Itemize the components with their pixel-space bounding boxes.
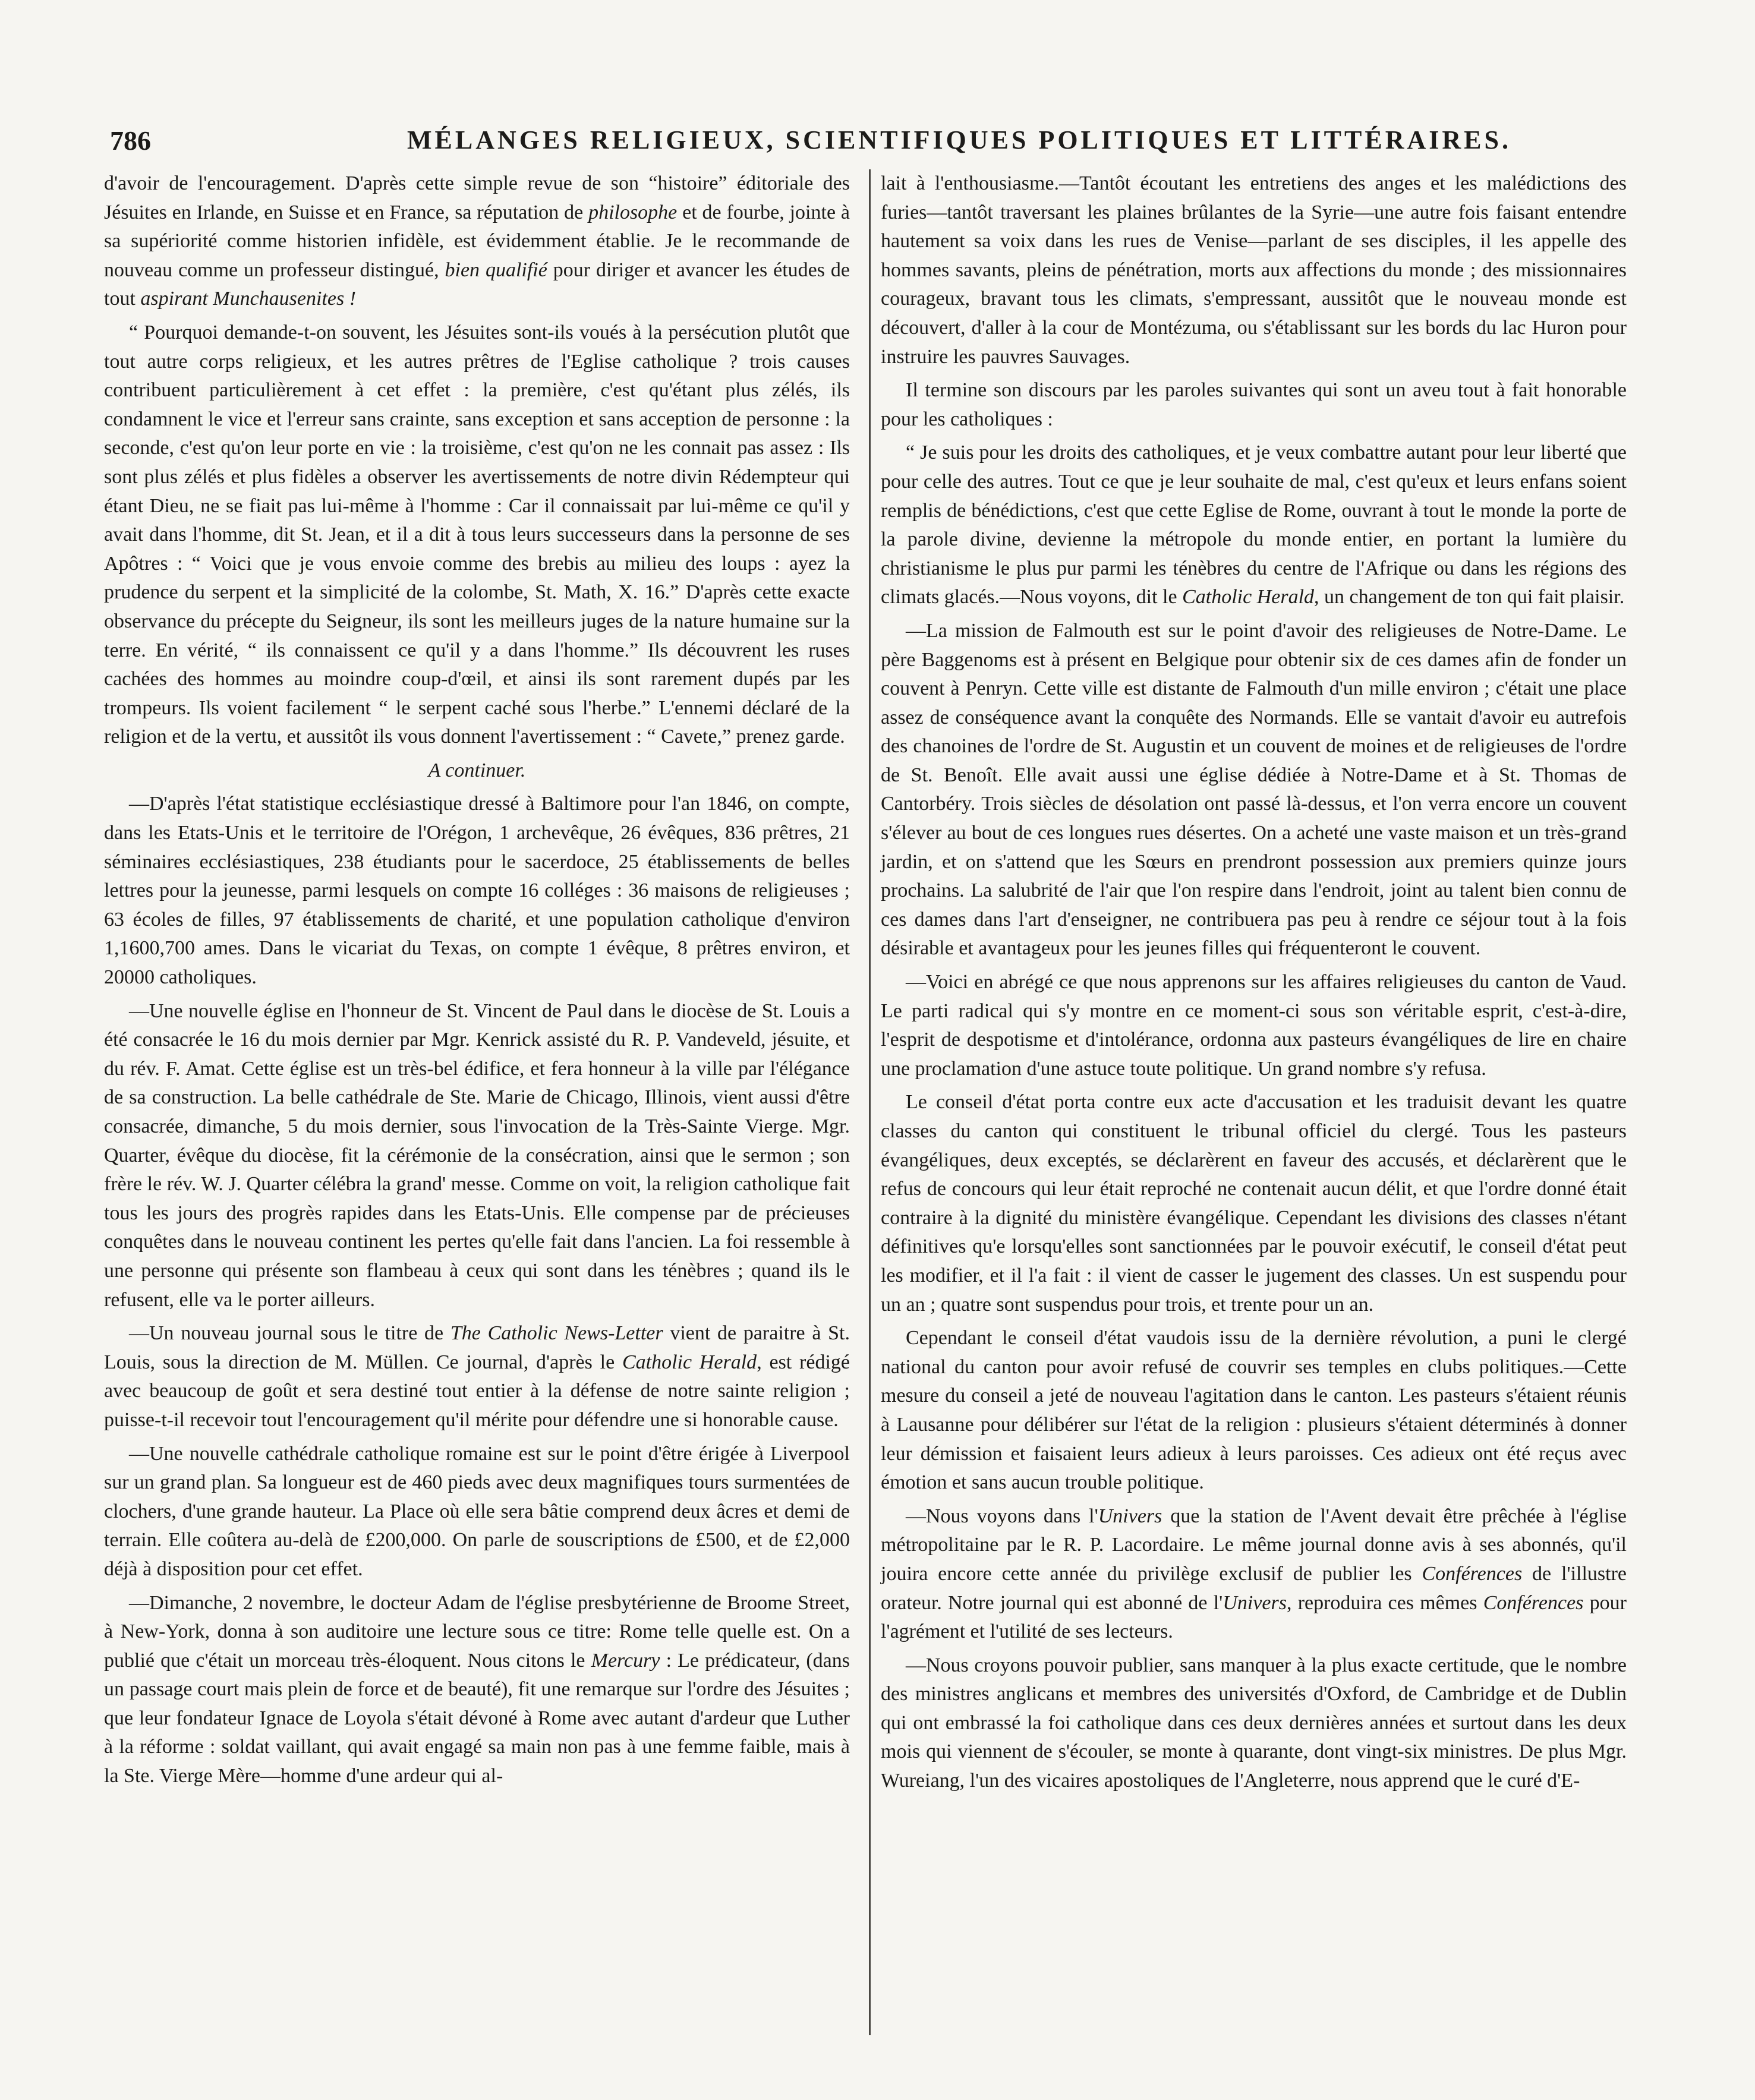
article-paragraph: Le conseil d'état porta contre eux acte d'accusation et les traduisit devant les quatre classes du canton qui constituent le tribunal officiel du clergé. Tous les pasteurs évangéliques, deux exceptés, se déclarèrent en faveur des accusés, et déclarèrent que le refus de concours qui leur était reproché ne contenait aucun délit, et que l'ordre donné était contraire à la dignité du ministère évangélique. Cependant les divisions des classes n'étant définitives qu'e lorsqu'elles sont sanctionnées par le pouvoir exécutif, le conseil d'état peut les modifier, et il l'a fait : il vient de casser le jugement des classes. Un est suspendu pour un an ; quatre sont suspendus pour trois, et trente pour un an. xyxy=(881,1091,1627,1316)
continuation-note: A continuer. xyxy=(428,759,526,781)
column-divider xyxy=(869,169,871,2035)
article-paragraph: d'avoir de l'encouragement. D'après cette simple revue de son “histoire” éditoriale des Jésuites en Irlande, en Suisse et en France, sa réputation de philosophe et de fourbe, jointe à sa supériorité comme historien infidèle, est évidemment établie. Je le recommande de nouveau comme un professeur distingué, bien qualifié pour diriger et avancer les études de tout aspirant Munchausenites ! xyxy=(104,172,850,310)
right-column xyxy=(881,169,1627,1801)
article-paragraph: —D'après l'état statistique ecclésiastique dressé à Baltimore pour l'an 1846, on compte, dans les Etats-Unis et le territoire de l'Orégon, 1 archevêque, 26 évêques, 836 prêtres, 21 séminaires ecclésiastiques, 238 étudiants pour le sacerdoce, 25 établissements de belles lettres pour la jeunesse, parmi lesquels on compte 16 colléges : 36 maisons de religieuses ; 63 écoles de filles, 97 établissements de charité, et une population catholique d'environ 1,1600,700 ames. Dans le vicariat du Texas, on compte 1 évêque, 8 prêtres environ, et 20000 catholiques. xyxy=(104,793,850,989)
article-paragraph: “ Pourquoi demande-t-on souvent, les Jésuites sont-ils voués à la persécution plutôt que tout autre corps religieux, et les autres prêtres de l'Eglise catholique ? trois causes contribuent particulièrement à cet effet : la première, c'est qu'étant plus zélés, ils condamnent le vice et l'erreur sans crainte, sans exception et sans acception de personne : la seconde, c'est qu'on leur porte en vie : la troisième, c'est qu'on ne les connait pas assez : Ils sont plus zélés et plus fidèles a observer les avertissements de notre divin Rédempteur qui étant Dieu, ne se fiait pas lui-même à l'homme : Car il connaissait par lui-même ce qu'il y avait dans l'homme, dit St. Jean, et il a dit à tous leurs successeurs dans la personne de ses Apôtres : “ Voici que je vous envoie comme des brebis au milieu des loups : ayez la prudence du serpent et la simplicité de la colombe, St. Math, X. 16.” D'après cette exacte observance du précepte du Seigneur, ils sont les meilleurs juges de la nature humaine sur la terre. En vérité, “ ils connaissent ce qu'il y a dans l'homme.” Ils découvrent les ruses cachées des hommes au moindre coup-d'œil, et ainsi ils sont rarement dupés par les trompeurs. Ils voient facilement “ le serpent caché sous l'herbe.” L'ennemi déclaré de la religion et de la vertu, et aussitôt ils vous donnent l'avertissement : “ Cavete,” prenez garde. xyxy=(104,321,850,748)
article-paragraph: Il termine son discours par les paroles suivantes qui sont un aveu tout à fait honorable pour les catholiques : xyxy=(881,379,1627,430)
article-paragraph: —Nous croyons pouvoir publier, sans manquer à la plus exacte certitude, que le nombre des ministres anglicans et membres des universités d'Oxford, de Cambridge et de Dublin qui ont embrassé la foi catholique dans ces deux dernières années et surtout dans les deux mois qui viennent de s'écouler, se monte à quarante, dont vingt-six ministres. De plus Mgr. Wureiang, l'un des vicaires apostoliques de l'Angleterre, nous apprend que le curé d'E- xyxy=(881,1654,1627,1792)
article-paragraph: —Une nouvelle église en l'honneur de St. Vincent de Paul dans le diocèse de St. Louis a été consacrée le 16 du mois dernier par Mgr. Kenrick assisté du R. P. Vandeveld, jésuite, et du rév. F. Amat. Cette église est un très-bel édifice, et fera honneur à la ville par l'élégance de sa construction. La belle cathédrale de Ste. Marie de Chicago, Illinois, vient aussi d'être consacrée, dimanche, 5 du mois dernier, sous l'invocation de la Très-Sainte Vierge. Mgr. Quarter, évêque du diocèse, fit la cérémonie de la consécration, ainsi que le sermon ; son frère le rév. W. J. Quarter célébra la grand' messe. Comme on voit, la religion catholique fait tous les jours des progrès rapides dans les Etats-Unis. Elle compense par de précieuses conquêtes dans le nouveau continent les pertes qu'elle fait dans l'ancien. La foi ressemble à une personne qui présente son flambeau à ceux qui sont dans les ténèbres ; quand ils le refusent, elle va le porter ailleurs. xyxy=(104,999,850,1311)
article-paragraph: —Nous voyons dans l'Univers que la station de l'Avent devait être prêchée à l'église métropolitaine par le R. P. Lacordaire. Le même journal donne avis à ses abonnés, qu'il jouira encore cette année du privilège exclusif de publier les Conférences de l'illustre orateur. Notre journal qui est abonné de l'Univers, reproduira ces mêmes Conférences pour l'agrément et l'utilité de ses lecteurs. xyxy=(881,1505,1627,1643)
page-header xyxy=(110,119,1631,160)
article-paragraph: —Une nouvelle cathédrale catholique romaine est sur le point d'être érigée à Liverpool sur un grand plan. Sa longueur est de 460 pieds avec deux magnifiques tours surmentées de clochers, d'une grande hauteur. La Place où elle sera bâtie comprend deux âcres et demi de terrain. Elle coûtera au-delà de £200,000. On parle de souscriptions de £500, et de £2,000 déjà à disposition pour cet effet. xyxy=(104,1442,850,1580)
article-paragraph: lait à l'enthousiasme.—Tantôt écoutant les entretiens des anges et les malédictions des furies—tantôt traversant les plaines brûlantes de la Syrie—une autre fois faisant entendre hautement sa voix dans les rues de Venise—parlant de ses disciples, il les appelle des hommes savants, pleins de pénétration, morts aux affections du monde ; des missionnaires courageux, bravant tous les climats, s'empressant, aussitôt que le nouveau monde est découvert, d'aller à la cour de Montézuma, ou s'établissant sur les bords du lac Huron pour instruire les pauvres Sauvages. xyxy=(881,172,1627,368)
article-paragraph: —Dimanche, 2 novembre, le docteur Adam de l'église presbytérienne de Broome Street, à New-York, donna à son auditoire une lecture sous ce titre: Rome telle quelle est. On a publié que c'était un morceau très-éloquent. Nous citons le Mercury : Le prédicateur, (dans un passage court mais plein de force et de beauté), fit une remarque sur l'ordre des Jésuites ; que leur fondateur Ignace de Loyola s'était dévoné à Rome avec autant d'ardeur que Luther à la réforme : soldat vaillant, qui avait engagé sa main non pas à une femme faible, mais à la Ste. Vierge Mère—homme d'une ardeur qui al- xyxy=(104,1591,850,1787)
article-paragraph: —Voici en abrégé ce que nous apprenons sur les affaires religieuses du canton de Vaud. Le parti radical qui s'y montre en ce moment-ci sous son véritable esprit, c'est-à-dire, l'esprit de despotisme et d'intolérance, ordonna aux pasteurs évangéliques de lire en chaire une proclamation d'une astuce toute politique. Un grand nombre s'y refusa. xyxy=(881,971,1627,1080)
article-paragraph: Cependant le conseil d'état vaudois issu de la dernière révolution, a puni le clergé national du canton pour avoir refusé de couvrir ses temples en clubs politiques.—Cette mesure du conseil a jeté de nouveau l'agitation dans le canton. Les pasteurs s'étaient réunis à Lausanne pour délibérer sur l'état de la religion : plusieurs s'étaient déterminés à donner leur démission et faisaient leurs adieux à leurs paroisses. Ces adieux ont été reçus avec émotion et sans aucun trouble politique. xyxy=(881,1327,1627,1494)
left-column xyxy=(104,169,850,1796)
article-paragraph: —Un nouveau journal sous le titre de The Catholic News-Letter vient de paraitre à St. Louis, sous la direction de M. Müllen. Ce journal, d'après le Catholic Herald, est rédigé avec beaucoup de goût et sera destiné tout entier à la défense de notre sainte religion ; puisse-t-il recevoir tout l'encouragement qu'il mérite pour défendre une si honorable cause. xyxy=(104,1322,850,1431)
page-number: 786 xyxy=(110,125,151,156)
running-title: MÉLANGES RELIGIEUX, SCIENTIFIQUES POLITIQUES ET LITTÉRAIRES. xyxy=(407,125,1511,154)
article-paragraph: —La mission de Falmouth est sur le point d'avoir des religieuses de Notre-Dame. Le père Baggenoms est à présent en Belgique pour obtenir six de ces dames afin de fonder un couvent à Penryn. Cette ville est distante de Falmouth d'un mille environ ; c'était une place assez de conséquence avant la conquête des Normands. Elle se vantait d'avoir eu autrefois des chanoines de l'ordre de St. Augustin et un couvent de moines et de religieuses de l'ordre de St. Benoît. Elle avait aussi une église dédiée à Notre-Dame et à St. Thomas de Cantorbéry. Trois siècles de désolation ont passé là-dessus, et l'on verra encore un couvent s'élever au bout de ces longues rues désertes. On a acheté une vaste maison et un très-grand jardin, et on s'attend que les Sœurs en prendront possession aux premiers quinze jours prochains. La salubrité de l'air que l'on respire dans l'endroit, joint au talent bien connu de ces dames dans l'art d'enseigner, ne contribuera pas peu à rendre ce séjour tout à la fois désirable et avantageux pour les jeunes filles qui fréquenteront le couvent. xyxy=(881,619,1627,960)
article-paragraph: “ Je suis pour les droits des catholiques, et je veux combattre autant pour leur liberté que pour celle des autres. Tout ce que je leur souhaite de mal, c'est qu'eux et leurs enfans soient remplis de bénédictions, c'est que cette Eglise de Rome, ouvrant à tout le monde la porte de la parole divine, devienne la métropole du monde entier, en portant la lumière du christianisme le plus pur parmi les ténèbres du centre de l'Afrique ou dans les régions des climats glacés.—Nous voyons, dit le Catholic Herald, un changement de ton qui fait plaisir. xyxy=(881,442,1627,608)
